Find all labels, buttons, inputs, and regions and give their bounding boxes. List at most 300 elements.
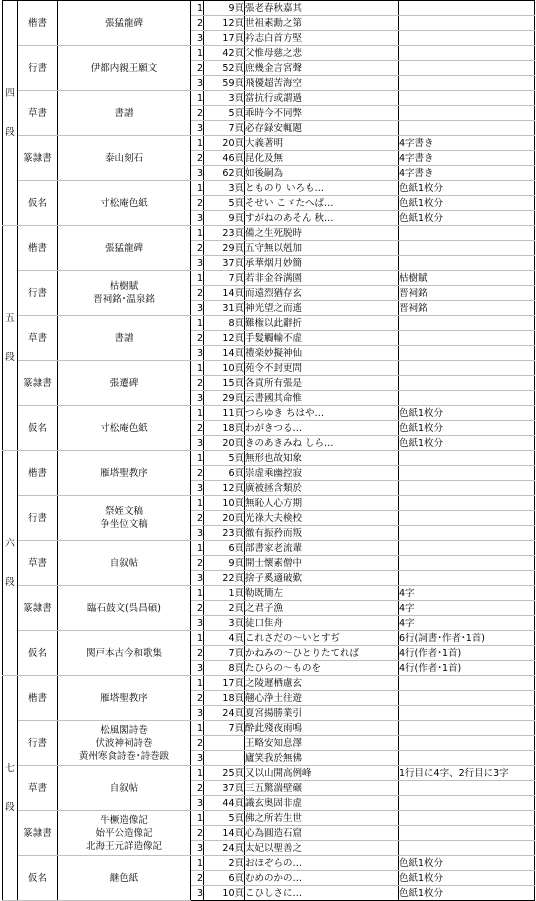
page-cell[interactable]: 6頁 [204, 871, 245, 886]
row-number-cell[interactable]: 2 [191, 691, 204, 706]
page-cell[interactable]: 14頁 [204, 286, 245, 301]
page-cell[interactable]: 2頁 [204, 601, 245, 616]
work-title: 牛橛造像記 [100, 814, 148, 826]
style-cell: 仮名 [18, 181, 58, 226]
practice-text-cell[interactable]: すがねのあそん 秋… [245, 211, 399, 226]
practice-text-cell[interactable]: 而遠烈猶存玄 [245, 286, 399, 301]
note-cell[interactable] [399, 256, 535, 271]
row-number-cell[interactable]: 3 [191, 31, 204, 46]
page-cell[interactable]: 5頁 [204, 106, 245, 121]
table-row [3, 181, 535, 196]
work-title: 枯樹賦 [109, 281, 139, 292]
note-cell[interactable] [399, 316, 535, 331]
practice-text-cell[interactable]: 承華烟月妙簡 [245, 256, 399, 271]
practice-text-cell[interactable]: 云書國其命惟 [245, 391, 399, 406]
note-cell[interactable]: 4行(作者･1首) [399, 661, 535, 676]
style-cell: 草書 [18, 316, 58, 361]
row-number-cell[interactable]: 3 [191, 346, 204, 361]
page-cell[interactable]: 20頁 [204, 511, 245, 526]
practice-text-cell[interactable]: 夏宮揚勝業引 [245, 706, 399, 721]
row-number-cell[interactable]: 1 [191, 586, 204, 601]
page-cell[interactable]: 5頁 [204, 451, 245, 466]
note-cell[interactable]: 4字 [399, 601, 535, 616]
practice-text-cell[interactable]: 如後嗣為 [245, 166, 399, 181]
note-cell[interactable] [399, 826, 535, 841]
page-cell[interactable]: 9頁 [204, 211, 245, 226]
note-cell[interactable]: 色紙1枚分 [399, 871, 535, 886]
note-cell[interactable] [399, 106, 535, 121]
row-number-cell[interactable]: 3 [191, 166, 204, 181]
dan-level-char: 四 [5, 88, 15, 99]
note-cell[interactable]: 4字 [399, 616, 535, 631]
note-cell[interactable] [399, 331, 535, 346]
page-cell[interactable]: 12頁 [204, 331, 245, 346]
row-number-cell[interactable]: 2 [191, 511, 204, 526]
note-cell[interactable] [399, 691, 535, 706]
table-row [3, 271, 535, 286]
work-title: 伊都内親王願文 [90, 62, 158, 74]
practice-text-cell[interactable]: 翹心浄土往遊 [245, 691, 399, 706]
page-cell[interactable]: 6頁 [204, 466, 245, 481]
page-cell[interactable]: 10頁 [204, 886, 245, 901]
page-cell[interactable]: 29頁 [204, 241, 245, 256]
practice-text-cell[interactable]: 光祿大夫検校 [245, 511, 399, 526]
note-cell[interactable] [399, 16, 535, 31]
note-cell[interactable] [399, 841, 535, 856]
note-cell[interactable] [399, 91, 535, 106]
row-number-cell[interactable]: 2 [191, 241, 204, 256]
note-cell[interactable] [399, 241, 535, 256]
page-cell[interactable]: 59頁 [204, 76, 245, 91]
page-cell[interactable]: 18頁 [204, 421, 245, 436]
page-cell[interactable] [204, 736, 245, 751]
practice-text-cell[interactable]: 太妃以聖善之 [245, 841, 399, 856]
work-title-cell [58, 766, 191, 811]
row-number-cell[interactable]: 2 [191, 61, 204, 76]
table-row [3, 766, 535, 781]
table-row [3, 136, 535, 151]
row-number-cell[interactable]: 3 [191, 661, 204, 676]
practice-text-cell[interactable]: 徹有振矜而叛 [245, 526, 399, 541]
row-number-cell[interactable]: 2 [191, 331, 204, 346]
row-number-cell[interactable]: 3 [191, 256, 204, 271]
page-cell[interactable]: 5頁 [204, 196, 245, 211]
row-number-cell[interactable]: 3 [191, 571, 204, 586]
style-cell: 仮名 [18, 631, 58, 676]
row-number-cell[interactable]: 1 [191, 46, 204, 61]
practice-text-cell[interactable]: 心為圓造石窟 [245, 826, 399, 841]
page-cell[interactable]: 37頁 [204, 781, 245, 796]
row-number-cell[interactable]: 1 [191, 856, 204, 871]
work-title: 書譜 [114, 332, 134, 344]
work-title-cell [58, 316, 191, 361]
practice-text-cell[interactable]: 捨子奚適破歎 [245, 571, 399, 586]
page-cell[interactable]: 5頁 [204, 811, 245, 826]
row-number-cell[interactable]: 1 [191, 406, 204, 421]
work-title-cell [58, 811, 191, 856]
practice-text-cell[interactable]: 備之生死脱時 [245, 226, 399, 241]
note-cell[interactable] [399, 526, 535, 541]
table-row [3, 676, 535, 691]
note-cell[interactable]: 色紙1枚分 [399, 211, 535, 226]
row-number-cell[interactable]: 3 [191, 886, 204, 901]
page-cell[interactable]: 7頁 [204, 271, 245, 286]
note-cell[interactable]: 1行目に4字、2行目に3字 [399, 766, 535, 781]
page-cell[interactable]: 1頁 [204, 586, 245, 601]
note-cell[interactable] [399, 46, 535, 61]
work-title-cell [58, 136, 191, 181]
practice-text-cell[interactable]: 崇虚乘幽控寂 [245, 466, 399, 481]
row-number-cell[interactable]: 1 [191, 91, 204, 106]
work-title: 始平公造像記 [95, 827, 153, 839]
style-cell: 篆隷書 [18, 811, 58, 856]
page-cell[interactable]: 46頁 [204, 151, 245, 166]
note-cell[interactable]: 色紙1枚分 [399, 886, 535, 901]
note-cell[interactable] [399, 226, 535, 241]
style-cell: 楷書 [18, 226, 58, 271]
work-title-cell [58, 361, 191, 406]
practice-text-cell[interactable]: 各貢所有張是 [245, 376, 399, 391]
row-number-cell[interactable]: 1 [191, 676, 204, 691]
page-cell[interactable]: 8頁 [204, 661, 245, 676]
row-number-cell[interactable]: 1 [191, 766, 204, 781]
work-title-cell [58, 451, 191, 496]
practice-text-cell[interactable]: 若非金谷满園 [245, 271, 399, 286]
row-number-cell[interactable]: 1 [191, 361, 204, 376]
practice-text-cell[interactable]: 徒口隹舟 [245, 616, 399, 631]
note-cell[interactable] [399, 721, 535, 736]
page-cell[interactable]: 9頁 [204, 556, 245, 571]
dan-level-cell [3, 1, 18, 226]
row-number-cell[interactable]: 2 [191, 376, 204, 391]
row-number-cell[interactable]: 1 [191, 136, 204, 151]
practice-text-cell[interactable]: 手髮觸輸不虚 [245, 331, 399, 346]
work-title: 張猛龍碑 [104, 242, 143, 254]
row-number-cell[interactable]: 3 [191, 526, 204, 541]
page-cell[interactable]: 37頁 [204, 256, 245, 271]
row-number-cell[interactable]: 1 [191, 316, 204, 331]
dan-level-cell [3, 226, 18, 451]
work-title-cell [58, 46, 191, 91]
dan-level-char: 段 [5, 352, 15, 363]
page-cell[interactable]: 20頁 [204, 136, 245, 151]
practice-text-cell[interactable]: たひらの～ものを [245, 661, 399, 676]
note-cell[interactable]: 4字書き [399, 166, 535, 181]
dan-level-cell [3, 676, 18, 901]
page-cell[interactable]: 17頁 [204, 676, 245, 691]
note-cell[interactable] [399, 676, 535, 691]
page-cell[interactable]: 44頁 [204, 796, 245, 811]
page-cell[interactable]: 23頁 [204, 526, 245, 541]
note-cell[interactable]: 色紙1枚分 [399, 181, 535, 196]
row-number-cell[interactable]: 1 [191, 271, 204, 286]
note-cell[interactable] [399, 511, 535, 526]
row-number-cell[interactable]: 2 [191, 466, 204, 481]
practice-text-cell[interactable]: とものり いろも… [245, 181, 399, 196]
note-cell[interactable]: 晋祠銘 [399, 301, 535, 316]
note-cell[interactable]: 4字書き [399, 151, 535, 166]
page-cell[interactable]: 23頁 [204, 226, 245, 241]
practice-text-cell[interactable]: 佛之所若生世 [245, 811, 399, 826]
note-cell[interactable]: 枯樹賦 [399, 271, 535, 286]
note-cell[interactable] [399, 361, 535, 376]
row-number-cell[interactable]: 3 [191, 121, 204, 136]
page-cell[interactable]: 12頁 [204, 16, 245, 31]
row-number-cell[interactable]: 2 [191, 781, 204, 796]
practice-text-cell[interactable]: 神光望之而遙 [245, 301, 399, 316]
work-title: 寸松庵色紙 [100, 197, 148, 209]
page-cell[interactable]: 52頁 [204, 61, 245, 76]
practice-text-cell[interactable]: 乖時今不同弊 [245, 106, 399, 121]
note-cell[interactable] [399, 811, 535, 826]
row-number-cell[interactable]: 2 [191, 16, 204, 31]
practice-text-cell[interactable]: 廬笑我於無佛 [245, 751, 399, 766]
style-cell: 草書 [18, 91, 58, 136]
table-row [3, 586, 535, 601]
practice-text-cell[interactable]: 飛優超苦海空 [245, 76, 399, 91]
note-cell[interactable] [399, 466, 535, 481]
row-number-cell[interactable]: 2 [191, 421, 204, 436]
practice-text-cell[interactable]: かねみの～ひとりたてれば [245, 646, 399, 661]
style-cell: 草書 [18, 766, 58, 811]
practice-text-cell[interactable]: 父惟母慈之悲 [245, 46, 399, 61]
work-title-cell [58, 496, 191, 541]
work-title-cell [58, 676, 191, 721]
practice-text-cell[interactable]: 無恥人心方期 [245, 496, 399, 511]
page-cell[interactable]: 17頁 [204, 31, 245, 46]
page-cell[interactable]: 3頁 [204, 181, 245, 196]
row-number-cell[interactable]: 3 [191, 841, 204, 856]
note-cell[interactable] [399, 451, 535, 466]
practice-text-cell[interactable]: 部書家老流輩 [245, 541, 399, 556]
work-title: 関戸本古今和歌集 [85, 647, 162, 659]
practice-text-cell[interactable]: そせい こゞたへば… [245, 196, 399, 211]
row-number-cell[interactable]: 3 [191, 436, 204, 451]
practice-text-cell[interactable]: 之君子漁 [245, 601, 399, 616]
page-cell[interactable]: 29頁 [204, 391, 245, 406]
note-cell[interactable] [399, 781, 535, 796]
note-cell[interactable]: 色紙1枚分 [399, 406, 535, 421]
practice-text-cell[interactable]: 衿志白首方堅 [245, 31, 399, 46]
row-number-cell[interactable]: 3 [191, 481, 204, 496]
work-title-cell [58, 181, 191, 226]
work-title-cell [58, 721, 191, 766]
practice-text-cell[interactable]: つらゆき ちはや… [245, 406, 399, 421]
work-title: 祭姪文稿 [104, 506, 143, 517]
practice-text-cell[interactable]: 勒既簡左 [245, 586, 399, 601]
page-cell[interactable]: 62頁 [204, 166, 245, 181]
note-cell[interactable]: 4字 [399, 586, 535, 601]
dan-level-char: 段 [5, 577, 15, 588]
practice-text-cell[interactable]: 之陵遲栖慮玄 [245, 676, 399, 691]
work-title: 晋祠銘･温泉銘 [93, 294, 155, 305]
practice-text-cell[interactable]: 王略安知息澤 [245, 736, 399, 751]
row-number-cell[interactable]: 2 [191, 556, 204, 571]
note-cell[interactable] [399, 61, 535, 76]
note-cell[interactable]: 4行(作者･1首) [399, 646, 535, 661]
row-number-cell[interactable]: 3 [191, 76, 204, 91]
row-number-cell[interactable]: 1 [191, 541, 204, 556]
practice-text-cell[interactable]: わがきつる… [245, 421, 399, 436]
row-number-cell[interactable]: 3 [191, 391, 204, 406]
note-cell[interactable] [399, 796, 535, 811]
practice-text-cell[interactable]: 昆化及無 [245, 151, 399, 166]
row-number-cell[interactable]: 1 [191, 631, 204, 646]
practice-text-cell[interactable]: 又以山開高例峰 [245, 766, 399, 781]
practice-text-cell[interactable]: 禮楽妙擬神仙 [245, 346, 399, 361]
page-cell[interactable]: 11頁 [204, 406, 245, 421]
practice-text-cell[interactable]: 大義著明 [245, 136, 399, 151]
practice-text-cell[interactable]: むめのかの… [245, 871, 399, 886]
style-cell: 楷書 [18, 1, 58, 46]
row-number-cell[interactable]: 2 [191, 196, 204, 211]
practice-text-cell[interactable]: 難権以此辭折 [245, 316, 399, 331]
page-cell[interactable]: 2頁 [204, 856, 245, 871]
row-number-cell[interactable]: 1 [191, 496, 204, 511]
page-cell[interactable]: 24頁 [204, 706, 245, 721]
note-cell[interactable]: 色紙1枚分 [399, 856, 535, 871]
practice-text-cell[interactable]: 三五驚湍壁碾 [245, 781, 399, 796]
note-cell[interactable] [399, 541, 535, 556]
page-cell[interactable]: 15頁 [204, 376, 245, 391]
note-cell[interactable] [399, 121, 535, 136]
page-cell[interactable]: 42頁 [204, 46, 245, 61]
row-number-cell[interactable]: 3 [191, 301, 204, 316]
table-row [3, 91, 535, 106]
row-number-cell[interactable]: 3 [191, 211, 204, 226]
note-cell[interactable] [399, 751, 535, 766]
practice-text-cell[interactable]: 苑令不封更問 [245, 361, 399, 376]
page-cell[interactable]: 10頁 [204, 361, 245, 376]
page-cell[interactable]: 3頁 [204, 616, 245, 631]
table-row [3, 541, 535, 556]
practice-text-cell[interactable]: 開士懷素僧中 [245, 556, 399, 571]
note-cell[interactable] [399, 31, 535, 46]
table-row [3, 1, 535, 16]
table-row [3, 406, 535, 421]
page-cell[interactable]: 4頁 [204, 631, 245, 646]
page-cell[interactable]: 9頁 [204, 1, 245, 16]
note-cell[interactable]: 色紙1枚分 [399, 196, 535, 211]
row-number-cell[interactable]: 2 [191, 826, 204, 841]
note-cell[interactable] [399, 556, 535, 571]
work-title: 伏波神祠詩巻 [95, 737, 153, 749]
note-cell[interactable] [399, 571, 535, 586]
page-cell[interactable] [204, 751, 245, 766]
row-number-cell[interactable]: 1 [191, 181, 204, 196]
practice-text-cell[interactable]: これさだの～いとすぢ [245, 631, 399, 646]
page-cell[interactable]: 14頁 [204, 346, 245, 361]
page-cell[interactable]: 10頁 [204, 496, 245, 511]
page-cell[interactable]: 20頁 [204, 436, 245, 451]
practice-text-cell[interactable]: 張老春秋嘉其 [245, 1, 399, 16]
table-row [3, 496, 535, 511]
note-cell[interactable] [399, 736, 535, 751]
note-cell[interactable]: 6行(詞書･作者･1首) [399, 631, 535, 646]
practice-text-cell[interactable]: 酔此殘夜雨鳴 [245, 721, 399, 736]
note-cell[interactable] [399, 706, 535, 721]
page-cell[interactable]: 7頁 [204, 121, 245, 136]
work-title: 書譜 [114, 107, 134, 119]
page-cell[interactable]: 14頁 [204, 826, 245, 841]
page-cell[interactable]: 22頁 [204, 571, 245, 586]
page-cell[interactable]: 3頁 [204, 91, 245, 106]
note-cell[interactable]: 色紙1枚分 [399, 421, 535, 436]
table-row [3, 451, 535, 466]
table-row [3, 226, 535, 241]
note-cell[interactable] [399, 346, 535, 361]
row-number-cell[interactable]: 1 [191, 721, 204, 736]
row-number-cell[interactable]: 1 [191, 811, 204, 826]
note-cell[interactable] [399, 1, 535, 16]
page-cell[interactable]: 6頁 [204, 541, 245, 556]
row-number-cell[interactable]: 3 [191, 751, 204, 766]
row-number-cell[interactable]: 3 [191, 616, 204, 631]
practice-table [2, 0, 535, 901]
practice-text-cell[interactable]: 識玄奥固非虚 [245, 796, 399, 811]
row-number-cell[interactable]: 2 [191, 286, 204, 301]
work-title: 争坐位文稿 [100, 519, 148, 530]
page-cell[interactable]: 24頁 [204, 841, 245, 856]
row-number-cell[interactable]: 2 [191, 601, 204, 616]
page-cell[interactable]: 7頁 [204, 646, 245, 661]
row-number-cell[interactable]: 3 [191, 796, 204, 811]
row-number-cell[interactable]: 1 [191, 226, 204, 241]
practice-text-cell[interactable]: おほぞらの… [245, 856, 399, 871]
style-cell: 篆隷書 [18, 361, 58, 406]
practice-text-cell[interactable]: 五守無以剋加 [245, 241, 399, 256]
row-number-cell[interactable]: 2 [191, 646, 204, 661]
style-cell: 草書 [18, 541, 58, 586]
dan-level-char: 段 [5, 802, 15, 813]
note-cell[interactable]: 色紙1枚分 [399, 436, 535, 451]
practice-text-cell[interactable]: きのあきみね しら… [245, 436, 399, 451]
page-cell[interactable]: 18頁 [204, 691, 245, 706]
note-cell[interactable] [399, 496, 535, 511]
table-row [3, 316, 535, 331]
row-number-cell[interactable]: 1 [191, 1, 204, 16]
page-cell[interactable]: 7頁 [204, 721, 245, 736]
style-cell: 仮名 [18, 856, 58, 901]
row-number-cell[interactable]: 1 [191, 451, 204, 466]
practice-text-cell[interactable]: 世祖素勳之第 [245, 16, 399, 31]
practice-text-cell[interactable]: 庶幾金言宮聲 [245, 61, 399, 76]
note-cell[interactable] [399, 376, 535, 391]
row-number-cell[interactable]: 2 [191, 736, 204, 751]
page-cell[interactable]: 8頁 [204, 316, 245, 331]
note-cell[interactable] [399, 391, 535, 406]
row-number-cell[interactable]: 2 [191, 106, 204, 121]
dan-level-char: 六 [5, 538, 15, 549]
row-number-cell[interactable]: 3 [191, 706, 204, 721]
practice-text-cell[interactable]: 無形也故知象 [245, 451, 399, 466]
note-cell[interactable] [399, 76, 535, 91]
page-cell[interactable]: 12頁 [204, 481, 245, 496]
practice-text-cell[interactable]: こひしさに… [245, 886, 399, 901]
note-cell[interactable] [399, 481, 535, 496]
page-cell[interactable]: 25頁 [204, 766, 245, 781]
note-cell[interactable]: 晋祠銘 [399, 286, 535, 301]
note-cell[interactable]: 4字書き [399, 136, 535, 151]
practice-text-cell[interactable]: 必存録安輒題 [245, 121, 399, 136]
page-cell[interactable]: 31頁 [204, 301, 245, 316]
work-title-cell [58, 541, 191, 586]
practice-text-cell[interactable]: 當抗行或謂過 [245, 91, 399, 106]
row-number-cell[interactable]: 2 [191, 871, 204, 886]
practice-text-cell[interactable]: 廣被拯含類於 [245, 481, 399, 496]
work-title-cell [58, 271, 191, 316]
row-number-cell[interactable]: 2 [191, 151, 204, 166]
